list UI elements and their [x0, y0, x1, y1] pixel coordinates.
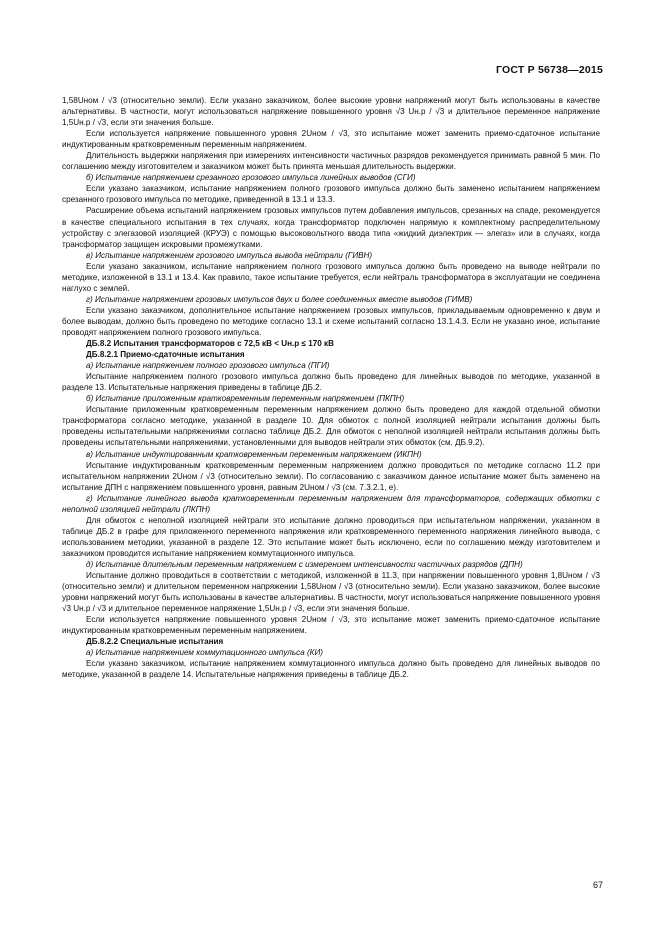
paragraph: Если указано заказчиком, испытание напряжением полного грозового импульса должно быть проведено на выводе нейтрали по методике, изложенной в 13.1 и 13.4. Как правило, такое испытание требуется, если нейтраль трансформатора в эксплуатации не соединена наглухо с землей.: [62, 261, 600, 293]
list-item-heading: б) Испытание приложенным кратковременным переменным напряжением (ПКПН): [86, 394, 405, 404]
list-item-heading: а) Испытание напряжением полного грозового импульса (ПГИ): [86, 361, 330, 371]
paragraph: 1,58Uном / √3 (относительно земли). Если указано заказчиком, более высокие уровни напряжений могут быть использованы в качестве альтернативы. В частности, могут использоваться напряжение повышенного уровня √3 Uн.р / √3 и длительное переменное напряжение 1,5Uн.р / √3, если эти значения больше.: [62, 96, 600, 128]
paragraph: Если указано заказчиком, испытание напряжением полного грозового импульса должно быть заменено испытанием напряжением срезанного грозового импульса по методике, приведенной в 13.1 и 13.3.: [62, 184, 600, 205]
paragraph: Если указано заказчиком, испытание напряжением коммутационного импульса должно быть проведено для линейных выводов по методике, указанной в разделе 14. Испытательные напряжения приведены в таблице ДБ.2.: [62, 659, 600, 680]
list-item-heading: б) Испытание напряжением срезанного грозового импульса линейных выводов (СГИ): [86, 173, 416, 183]
paragraph: Для обмоток с неполной изоляцией нейтрали это испытание должно проводиться при испытательном напряжении, указанном в таблице ДБ.2 в графе для приложенного переменного напряжения или кратковременного переменного напряжения линейного вывода, с использованием методики, указанной в разделе 12. Это испытание может быть исключено, если по соглашению между изготовителем и заказчиком проводится испытание напряжением коммутационного импульса.: [62, 515, 600, 558]
paragraph: Испытание напряжением полного грозового импульса должно быть проведено для линейных выводов по методике, указанной в разделе 13. Испытательные напряжения приведены в таблице ДБ.2.: [62, 372, 600, 393]
subsection-heading: ДБ.8.2.2 Специальные испытания: [86, 637, 224, 647]
document-body: [62, 95, 600, 680]
paragraph: Если используется напряжение повышенного уровня 2Uном / √3, это испытание может заменить приемо-сдаточное испытание индуктированным кратковременным переменным напряжением.: [62, 129, 600, 150]
document-header: ГОСТ Р 56738—2015: [495, 64, 603, 76]
paragraph: Испытание должно проводиться в соответствии с методикой, изложенной в 11.3, при напряжении повышенного уровня 1,8Uном / √3 (относительно земли) и длительном переменном напряжении 1,58Uном / √3 (относительно земли). Если указано заказчиком, более высокие уровни напряжений могут быть использованы в качестве альтернативы. В частности, могут использоваться напряжение повышенного уровня √3 Uн.р / √3 и длительное переменное напряжение 1,5Uн.р / √3, если эти значения больше.: [62, 571, 600, 614]
paragraph: Если указано заказчиком, дополнительное испытание напряжением грозовых импульсов, прикладываемым одновременно к двум и более выводам, должно быть проведено по методике согласно 13.1 и схеме испытаний согласно 13.1.4.3. Если не указано иное, испытание проводят напряжением полного грозового импульса.: [62, 305, 600, 337]
paragraph: Если используется напряжение повышенного уровня 2Uном / √3, это испытание может заменить приемо-сдаточное испытание индуктированным кратковременным переменным напряжением.: [62, 615, 600, 636]
list-item-heading: в) Испытание индуктированным кратковременным переменным напряжением (ИКПН): [86, 449, 422, 459]
list-item-heading: в) Испытание напряжением грозового импульса вывода нейтрали (ГИВН): [86, 250, 373, 260]
list-item-heading: г) Испытание линейного вывода кратковременным переменным напряжением для трансформаторов, содержащих обмотки с неполной изоляцией нейтрали (ЛКПН): [62, 493, 600, 514]
section-heading: ДБ.8.2 Испытания трансформаторов с 72,5 кВ < Uн.р ≤ 170 кВ: [86, 339, 334, 349]
list-item-heading: г) Испытание напряжением грозовых импульсов двух и более соединенных вместе выводов (ГИМВ): [86, 294, 473, 304]
paragraph: Испытание приложенным кратковременным переменным напряжением должно быть проведено для каждой отдельной обмотки трансформатора согласно методике, указанной в разделе 10. Для обмоток с полной изоляцией нейтрали испытания должны быть проведены испытательными напряжениями согласно таблице ДБ.2. Для обмоток с неполной изоляцией нейтрали испытания должны быть проведены испытательными напряжениями, установленными для выводов нейтрали этих обмоток (см. ДБ.9.2).: [62, 405, 600, 448]
list-item-heading: д) Испытание длительным переменным напряжением с измерением интенсивности частичных разрядов (ДПН): [86, 559, 523, 569]
list-item-heading: а) Испытание напряжением коммутационного импульса (КИ): [86, 648, 323, 658]
paragraph: Испытание индуктированным кратковременным переменным напряжением должно проводиться по методике согласно 11.2 при испытательном напряжении 2Uном / √3 (относительно земли). По согласованию с заказчиком данное испытание может быть заменено на испытание ДПН с напряжением повышенного уровня, равным 2Uном / √3 (см. 7.3.2.1, е).: [62, 460, 600, 492]
paragraph: Расширение объема испытаний напряжением грозовых импульсов путем добавления импульсов, срезанных на спаде, рекомендуется в качестве специального испытания в тех случаях, когда трансформатор подключен напрямую к комплектному распределительному устройству с элегазовой изоляцией (КРУЭ) с помощью высоковольтного ввода типа «жидкий диэлектрик — элегаз» или в случаях, когда трансформатор защищен искровыми промежутками.: [62, 206, 600, 249]
subsection-heading: ДБ.8.2.1 Приемо-сдаточные испытания: [86, 350, 245, 360]
page-number: 67: [592, 880, 603, 890]
paragraph: Длительность выдержки напряжения при измерениях интенсивности частичных разрядов рекомендуется принимать равной 5 мин. По соглашению между изготовителем и заказчиком может быть принята меньшая длительность выдержки.: [62, 151, 600, 172]
